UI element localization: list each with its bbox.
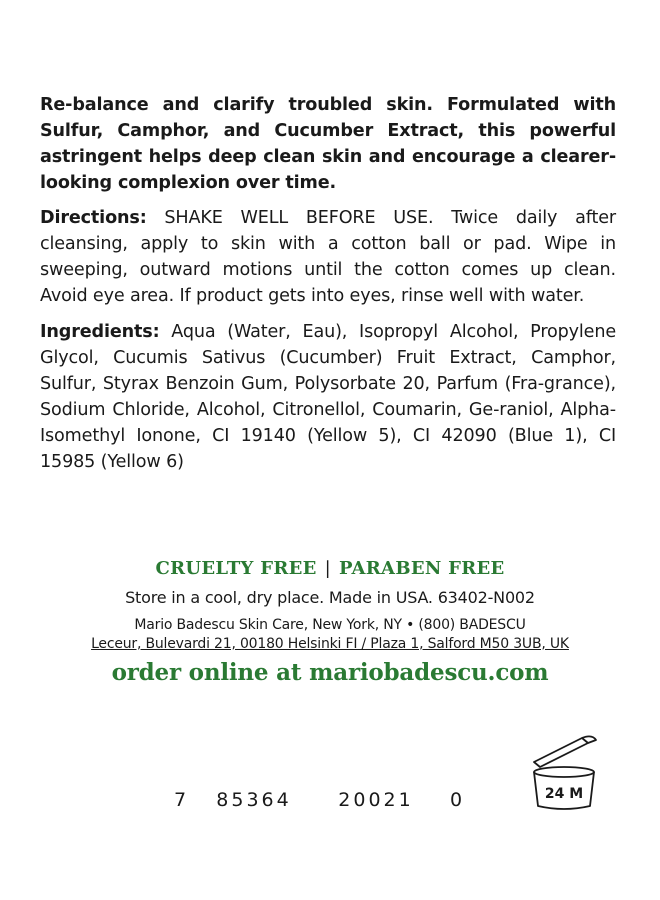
ingredients-paragraph	[40, 319, 616, 475]
barcode-right-group: 20021	[338, 789, 414, 810]
product-description	[40, 92, 616, 196]
ingredients-label: Ingredients:	[40, 322, 160, 342]
directions-label: Directions:	[40, 208, 147, 228]
badge-separator: |	[324, 558, 331, 579]
ingredients-text: Aqua (Water, Eau), Isopropyl Alcohol, Propylene Glycol, Cucumis Sativus (Cucumber) Fruit Extract, Camphor, Sulfur, Styrax Benzoin Gum, Polysorbate 20, Parfum (Fra-grance), Sodium Chloride, Alcohol, Citronellol, Coumarin, Ge-raniol, Alpha-Isomethyl Ionone, CI 19140 (Yellow 5), CI 42090 (Blue 1), CI 15985 (Yellow 6)	[40, 322, 616, 472]
barcode-first-digit: 7	[173, 789, 187, 810]
cruelty-free-badge: CRUELTY FREE	[155, 558, 317, 579]
barcode-left-group: 85364	[216, 789, 292, 810]
pao-label: 24 M	[544, 786, 584, 802]
certification-badges	[0, 558, 660, 579]
directions-text: SHAKE WELL BEFORE USE. Twice daily after cleansing, apply to skin with a cotton ball or pad. Wipe in sweeping, outward motions until the cotton comes up clean. Avoid eye area. If product gets into eyes, rinse well with water.	[40, 208, 616, 306]
storage-instructions: Store in a cool, dry place. Made in USA. 63402-N002	[125, 588, 535, 607]
description-text: Re-balance and clarify troubled skin. Formulated with Sulfur, Camphor, and Cucumber Extract, this powerful astringent helps deep clean skin and encourage a clearer-looking complexion over time.	[40, 95, 616, 193]
open-jar-icon	[526, 732, 602, 812]
order-online-link[interactable]: order online at mariobadescu.com	[111, 659, 549, 686]
paraben-free-badge: PARABEN FREE	[339, 558, 505, 579]
barcode	[168, 700, 468, 810]
directions-paragraph	[40, 205, 616, 309]
company-address-eu: Leceur, Bulevardi 21, 00180 Helsinki FI / Plaza 1, Salford M50 3UB, UK	[91, 636, 569, 652]
company-address-us: Mario Badescu Skin Care, New York, NY • (800) BADESCU	[134, 617, 526, 633]
barcode-check-digit: 0	[449, 789, 463, 810]
